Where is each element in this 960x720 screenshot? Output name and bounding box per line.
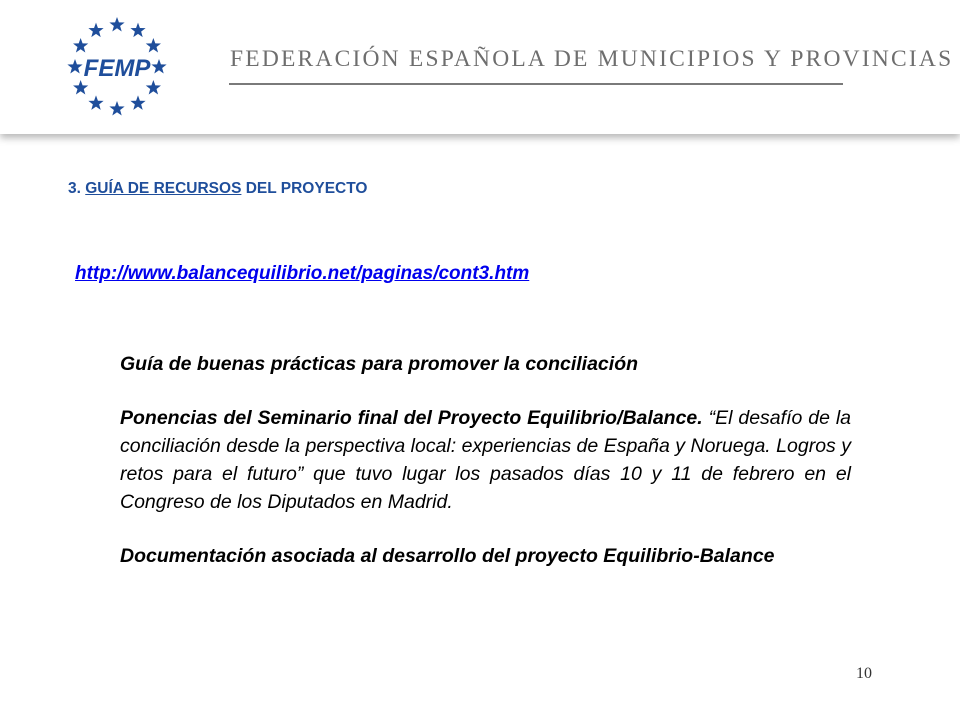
star-icon [109,17,124,31]
star-icon [130,95,145,109]
section-number: 3. [68,180,81,197]
femp-logo [62,12,172,122]
resource-list [120,350,851,570]
logo-text: FEMP [83,55,151,82]
seminar-title: Ponencias del Seminario final del Proyecto Equilibrio/Balance. [120,407,703,429]
star-icon [130,23,145,37]
star-icon [67,59,82,73]
star-icon [88,95,103,109]
star-icon [73,38,88,52]
section-title-rest: DEL PROYECTO [245,180,368,197]
star-icon [151,59,166,73]
star-icon [146,38,161,52]
star-icon [109,101,124,115]
organization-name: FEDERACIÓN ESPAÑOLA DE MUNICIPIOS Y PROVINCIAS [230,46,954,72]
header-divider [229,83,843,85]
page-number: 10 [856,665,872,682]
section-heading [68,180,367,198]
star-icon [88,23,103,37]
star-icon [73,80,88,94]
resource-link[interactable]: http://www.balancequilibrio.net/paginas/cont3.htm [75,263,530,284]
seminar-description: “El desafío de la conciliación desde la perspectiva local: experiencias de España y Noruega. Logros y retos para el futuro” que tuvo lugar los pasados días 10 y 11 de febrero en el Congreso de los Diputados en Madrid. [120,407,852,513]
header-band [0,0,960,134]
star-icon [146,80,161,94]
resource-item-seminar [120,404,851,516]
resource-item-documentation: Documentación asociada al desarrollo del proyecto Equilibrio-Balance [120,545,775,567]
section-title-underlined: GUÍA DE RECURSOS [85,180,242,197]
resource-item-guide: Guía de buenas prácticas para promover la conciliación [120,353,639,375]
